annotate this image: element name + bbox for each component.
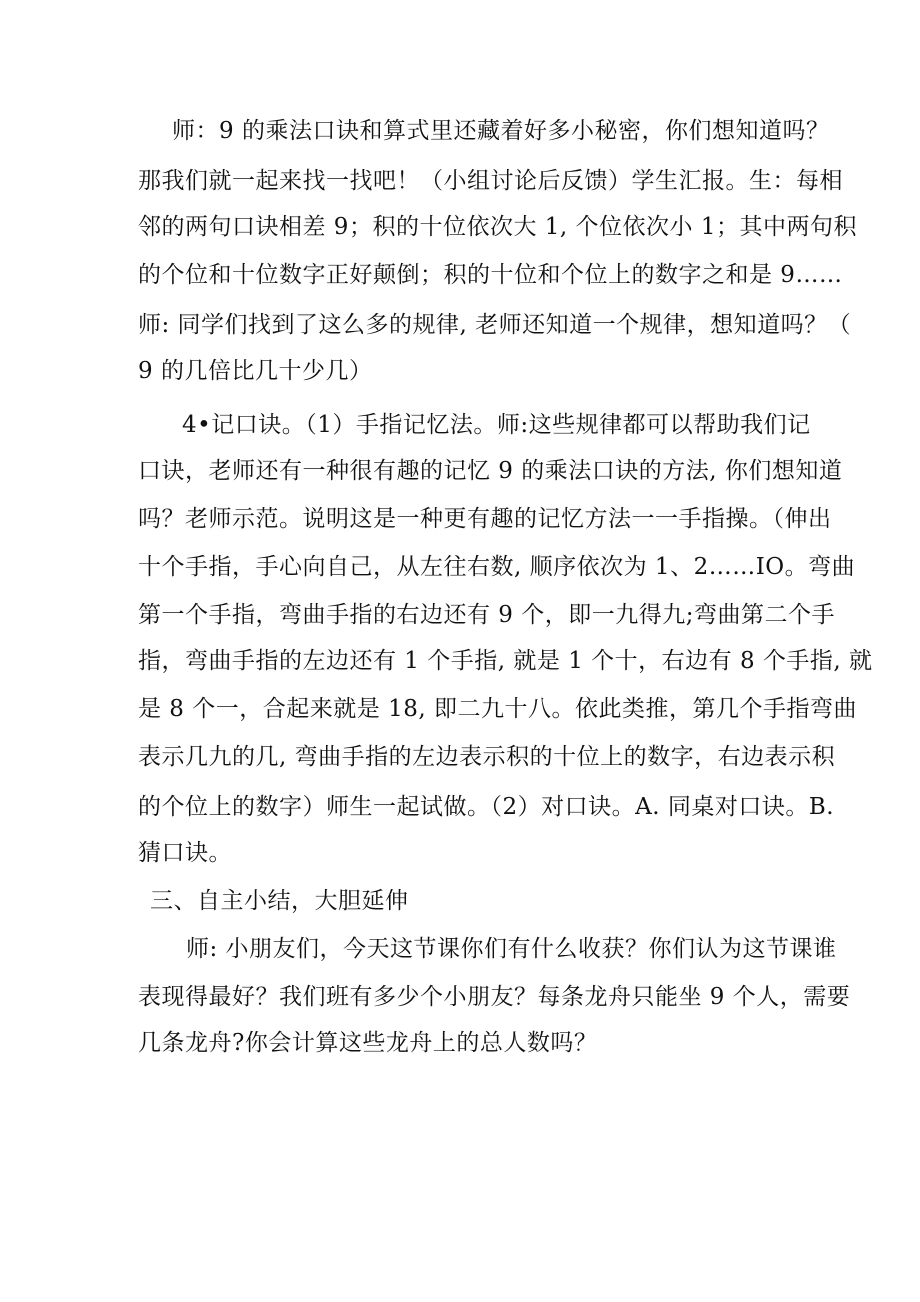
text-line: 的个位上的数字）师生一起试做。（2）对口诀。A. 同桌对口诀。B. — [138, 794, 835, 820]
text-line: 表现得最好？我们班有多少个小朋友？每条龙舟只能坐 9 个人，需要 — [138, 984, 851, 1010]
text-line: 4•记口诀。（1）手指记忆法。师:这些规律都可以帮助我们记 — [182, 412, 811, 438]
text-line: 第一个手指，弯曲手指的右边还有 9 个，即一九得九;弯曲第二个手 — [138, 602, 836, 628]
text-line: 口诀，老师还有一种很有趣的记忆 9 的乘法口诀的方法, 你们想知道 — [138, 458, 843, 484]
text-line: 几条龙舟?你会计算这些龙舟上的总人数吗？ — [138, 1030, 598, 1056]
text-line: 师：9 的乘法口诀和算式里还藏着好多小秘密，你们想知道吗？ — [172, 118, 830, 144]
text-line: 那我们就一起来找一找吧！（小组讨论后反馈）学生汇报。生：每相 — [138, 168, 843, 194]
text-line: 指，弯曲手指的左边还有 1 个手指, 就是 1 个十，右边有 8 个手指, 就 — [138, 648, 873, 674]
text-line: 是 8 个一，合起来就是 18, 即二九十八。依此类推，第几个手指弯曲 — [138, 696, 857, 722]
text-line: 吗？老师示范。说明这是一种更有趣的记忆方法一一手指操。（伸出 — [138, 506, 832, 532]
text-line: 表示几九的几, 弯曲手指的左边表示积的十位上的数字，右边表示积 — [138, 744, 836, 770]
text-line: 十个手指，手心向自己，从左往右数, 顺序依次为 1、2……IO。弯曲 — [138, 554, 856, 580]
text-line: 师: 小朋友们，今天这节课你们有什么收获？你们认为这节课谁 — [186, 936, 837, 962]
text-line: 9 的几倍比几十少几） — [138, 358, 373, 384]
text-line: 师: 同学们找到了这么多的规律, 老师还知道一个规律，想知道吗？（ — [138, 312, 852, 338]
text-line: 的个位和十位数字正好颠倒；积的十位和个位上的数字之和是 9…… — [138, 262, 843, 288]
section-heading: 三、自主小结，大胆延伸 — [150, 888, 409, 914]
text-line: 猜口诀。 — [138, 840, 232, 866]
text-line: 邻的两句口诀相差 9；积的十位依次大 1, 个位依次小 1；其中两句积 — [138, 214, 857, 240]
